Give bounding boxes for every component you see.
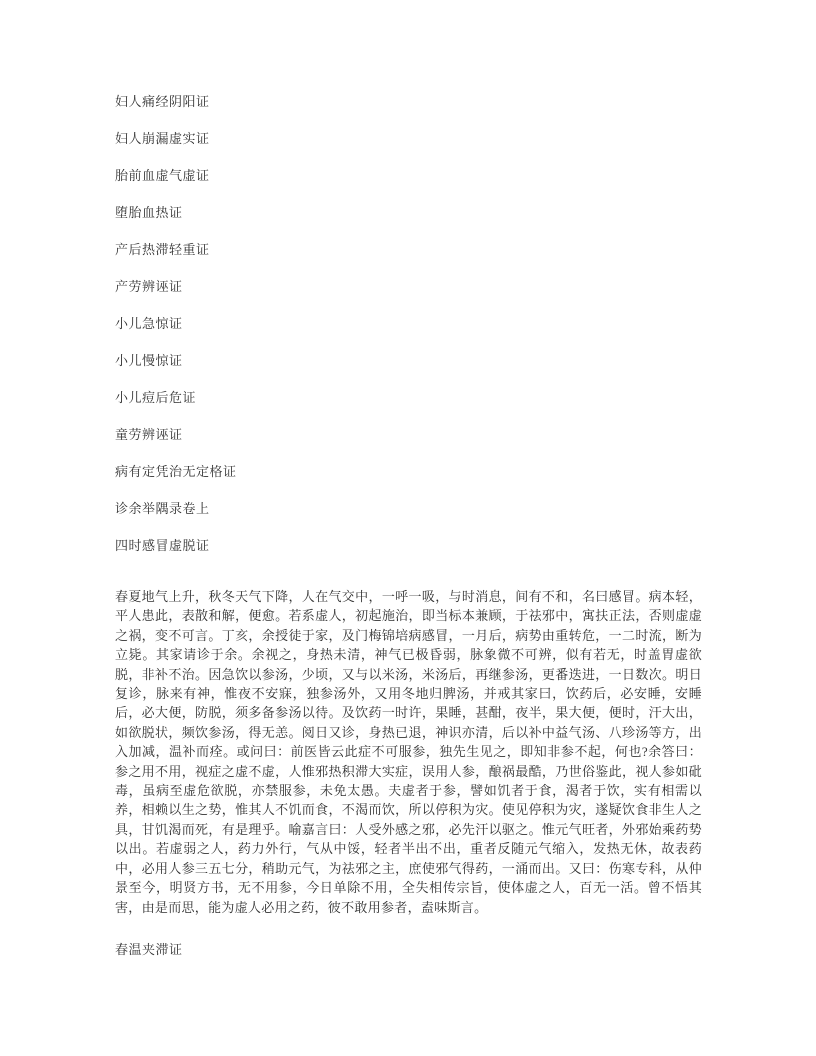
section-heading: 妇人崩漏虚实证 [115, 131, 210, 146]
section-heading: 妇人痛经阴阳证 [115, 94, 210, 109]
section-heading: 产劳辨诬证 [115, 279, 183, 294]
section-heading: 小儿急惊证 [115, 316, 183, 331]
section-heading: 诊余举隅录卷上 [115, 501, 210, 516]
section-heading: 童劳辨诬证 [115, 427, 183, 442]
body-paragraph: 春夏地气上升，秋冬天气下降，人在气交中，一呼一吸，与时消息，间有不和，名曰感冒。病本轻，平人患此，表散和解，便愈。若系虚人，初起施治，即当标本兼顾，于祛邪中，寓扶正法，否则虚虚之祸，变不可言。丁亥，余授徒于家，及门梅锦培病感冒，一月后，病势由重转危，一二时流，断为立毙。其家请诊于余。余视之，身热未清，神气已极昏弱，脉象微不可辨，似有若无，时盖胃虚欲脱，非补不治。因急饮以参汤，少顷，又与以米汤，米汤后，再继参汤，更番迭进，一日数次。明日复诊，脉来有神，惟夜不安寐，独参汤外，又用冬地归脾汤，并戒其家曰，饮药后，必安睡，安睡后，必大便，防脱，须多备参汤以待。及饮药一时许，果睡，甚酣，夜半，果大便，便时，汗大出，如欲脱状，频饮参汤，得无恙。阅日又诊，身热已退，神识亦清，后以补中益气汤、八珍汤等方，出入加减，温补而痊。或问曰：前医皆云此症不可服参，独先生见之，即知非参不起，何也?余答曰：参之用不用，视症之虚不虚，人惟邪热积滞大实症，误用人参，酿祸最酷，乃世俗鉴此，视人参如砒毒，虽病至虚危欲脱，亦禁服参，未免太愚。夫虚者于参，譬如饥者于食，渴者于饮，实有相需以养，相赖以生之势，惟其人不饥而食，不渴而饮，所以停积为灾。使见停积为灾，遂疑饮食非生人之具，甘饥渴而死，有是理乎。喻嘉言曰：人受外感之邪，必先汗以驱之。惟元气旺者，外邪始乘药势以出。若虚弱之人，药力外行，气从中馁，轻者半出不出，重者反随元气缩入，发热无休，故表药中，必用人参三五七分，稍助元气，为祛邪之主，庶使邪气得药，一涌而出。又曰：伤寒专科，从仲景至今，明贤方书，无不用参，今日单除不用，全失相传宗旨，使体虚之人，百无一活。曾不悟其害，由是而思，能为虚人必用之药，彼不敢用参者，盍味斯言。 [115, 589, 702, 915]
section-heading: 堕胎血热证 [115, 205, 183, 220]
section-heading: 小儿痘后危证 [115, 390, 197, 405]
section-heading: 四时感冒虚脱证 [115, 538, 210, 553]
section-heading: 小儿慢惊证 [115, 353, 183, 368]
section-heading: 产后热滞轻重证 [115, 242, 210, 257]
section-heading: 胎前血虚气虚证 [115, 168, 210, 183]
section-heading: 病有定凭治无定格证 [115, 464, 237, 479]
section-heading: 春温夹滞证 [115, 941, 183, 957]
